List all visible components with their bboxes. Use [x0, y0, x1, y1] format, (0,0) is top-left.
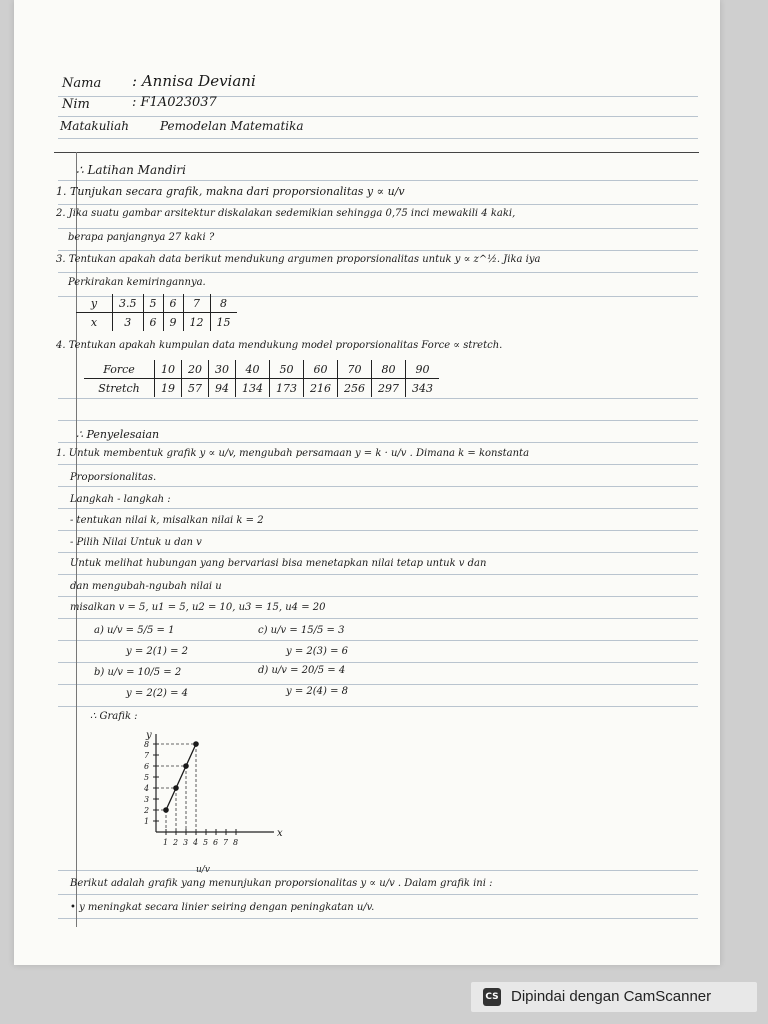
conclusion-bullet: • y meningkat secara linier seiring dengan peningkatan u/v. — [70, 902, 375, 913]
series-line — [166, 744, 196, 810]
y-tick-label: 6 — [144, 762, 150, 771]
ruled-line — [58, 420, 698, 421]
table-cell: y — [76, 294, 113, 313]
table-cell: 20 — [182, 360, 209, 379]
y-axis-label: y — [146, 730, 152, 741]
table-cell: 70 — [338, 360, 372, 379]
table-cell: 256 — [338, 379, 372, 398]
ruled-line — [58, 684, 698, 685]
x-tick-label: 6 — [213, 838, 219, 847]
x-tick-label: 1 — [163, 838, 169, 847]
nim-label: Nim — [62, 97, 90, 112]
ruled-line — [58, 640, 698, 641]
ruled-line — [58, 250, 698, 251]
table-force-stretch — [84, 360, 439, 397]
answer-line: - tentukan nilai k, misalkan nilai k = 2 — [70, 515, 264, 526]
table-cell: 90 — [406, 360, 440, 379]
conclusion-line: Berikut adalah grafik yang menunjukan proporsionalitas y ∝ u/v . Dalam grafik ini : — [70, 878, 493, 889]
table-cell: 8 — [210, 294, 237, 313]
answer-line: dan mengubah-ngubah nilai u — [70, 581, 222, 592]
ruled-line — [58, 272, 698, 273]
calc-c-result: y = 2(3) = 6 — [286, 646, 349, 657]
camscanner-text: Dipindai dengan CamScanner — [511, 988, 712, 1005]
table-cell: 5 — [143, 294, 163, 313]
scanned-paper — [14, 0, 720, 965]
ruled-line — [58, 442, 698, 443]
table-cell: 12 — [183, 313, 210, 332]
table-cell: 216 — [304, 379, 338, 398]
calc-d-result: y = 2(4) = 8 — [286, 686, 349, 697]
table-cell: 40 — [236, 360, 270, 379]
table-cell: 134 — [236, 379, 270, 398]
table-cell: Force — [84, 360, 155, 379]
data-point — [193, 741, 199, 747]
x-axis-caption: u/v — [196, 865, 210, 875]
x-tick-label: 4 — [193, 838, 199, 847]
answer-line: 1. Untuk membentuk grafik y ∝ u/v, mengubah persamaan y = k · u/v . Dimana k = konstanta — [56, 448, 530, 459]
ruled-line — [58, 138, 698, 139]
ruled-line — [58, 894, 698, 895]
table-y-x — [76, 294, 237, 331]
table-cell: 3.5 — [113, 294, 144, 313]
calc-a-ratio: a) u/v = 5/5 = 1 — [94, 625, 175, 636]
y-tick-label: 2 — [144, 806, 150, 815]
calc-c-ratio: c) u/v = 15/5 = 3 — [258, 625, 345, 636]
question-4: 4. Tentukan apakah kumpulan data mendukung model proporsionalitas Force ∝ stretch. — [56, 340, 503, 351]
table-row — [84, 360, 439, 379]
table-cell: 50 — [270, 360, 304, 379]
table-cell: 30 — [209, 360, 236, 379]
table-cell: 80 — [372, 360, 406, 379]
table-cell: 19 — [155, 379, 182, 398]
data-point — [163, 807, 169, 813]
ruled-line — [58, 398, 698, 399]
table-cell: 297 — [372, 379, 406, 398]
matkul-label: Matakuliah — [60, 119, 129, 133]
answer-line: misalkan v = 5, u1 = 5, u2 = 10, u3 = 15, u4 = 20 — [70, 602, 326, 613]
grafik-label: ∴ Grafik : — [90, 711, 138, 722]
table-cell: 57 — [182, 379, 209, 398]
table-cell: 3 — [113, 313, 144, 332]
table-cell: x — [90, 315, 98, 329]
table-cell: 94 — [209, 379, 236, 398]
ruled-line — [58, 464, 698, 465]
x-tick-label: 3 — [183, 838, 189, 847]
ruled-line — [58, 180, 698, 181]
x-tick-label: 8 — [233, 838, 239, 847]
x-tick-label: 2 — [173, 838, 179, 847]
y-tick-label: 7 — [144, 751, 150, 760]
ruled-line — [58, 508, 698, 509]
table-cell: 343 — [406, 379, 440, 398]
table-row — [76, 294, 237, 313]
x-tick-label: 5 — [203, 838, 209, 847]
ruled-line — [58, 618, 698, 619]
question-3-line2: Perkirakan kemiringannya. — [68, 277, 206, 288]
y-tick-label: 1 — [144, 817, 150, 826]
table-cell: 9 — [163, 313, 183, 332]
question-2-line2: berapa panjangnya 27 kaki ? — [68, 232, 215, 243]
answer-line: Langkah - langkah : — [70, 494, 171, 505]
table-cell: 10 — [155, 360, 182, 379]
y-tick-label: 3 — [144, 795, 150, 804]
nim-value: : F1A023037 — [132, 95, 217, 110]
calc-b-result: y = 2(2) = 4 — [126, 688, 189, 699]
ruled-line — [58, 662, 698, 663]
header-divider — [54, 152, 699, 153]
table-row — [76, 313, 237, 332]
ruled-line — [58, 530, 698, 531]
matkul-value: Pemodelan Matematika — [160, 119, 304, 133]
answer-line: Untuk melihat hubungan yang bervariasi bisa menetapkan nilai tetap untuk v dan — [70, 558, 487, 569]
proportionality-graph — [114, 722, 304, 882]
table-cell: 6 — [143, 313, 163, 332]
table-cell: 15 — [210, 313, 237, 332]
data-point — [183, 763, 189, 769]
table-cell: 173 — [270, 379, 304, 398]
table-cell: 60 — [304, 360, 338, 379]
table-cell: Stretch — [98, 381, 140, 395]
answer-line: Proporsionalitas. — [70, 472, 157, 483]
table-row — [84, 379, 439, 398]
question-3-line1: 3. Tentukan apakah data berikut mendukung argumen proporsionalitas untuk y ∝ z^½. Jika iya — [56, 254, 541, 265]
ruled-line — [58, 486, 698, 487]
calc-a-result: y = 2(1) = 2 — [126, 646, 189, 657]
nama-label: Nama — [62, 76, 102, 91]
question-2-line1: 2. Jika suatu gambar arsitektur diskalakan sedemikian sehingga 0,75 inci mewakili 4 kaki, — [56, 208, 516, 219]
calc-b-ratio: b) u/v = 10/5 = 2 — [94, 667, 182, 678]
camscanner-badge — [471, 982, 757, 1012]
ruled-line — [58, 116, 698, 117]
question-1: 1. Tunjukan secara grafik, makna dari proporsionalitas y ∝ u/v — [56, 185, 405, 198]
ruled-line — [58, 574, 698, 575]
table-cell: 6 — [163, 294, 183, 313]
ruled-line — [58, 204, 698, 205]
camscanner-logo: CS — [483, 988, 501, 1006]
calc-d-ratio: d) u/v = 20/5 = 4 — [258, 665, 346, 676]
y-tick-label: 5 — [144, 773, 150, 782]
ruled-line — [58, 552, 698, 553]
table-cell: 7 — [183, 294, 210, 313]
nama-value: : Annisa Deviani — [132, 72, 256, 90]
ruled-line — [58, 228, 698, 229]
ruled-line — [58, 596, 698, 597]
data-point — [173, 785, 179, 791]
penyelesaian-title: ∴ Penyelesaian — [76, 428, 160, 441]
latihan-title: ∴ Latihan Mandiri — [76, 163, 186, 177]
y-tick-label: 8 — [144, 740, 150, 749]
ruled-line — [58, 706, 698, 707]
x-tick-label: 7 — [223, 838, 229, 847]
y-tick-label: 4 — [144, 784, 150, 793]
x-axis-label: x — [277, 828, 283, 839]
ruled-line — [58, 918, 698, 919]
answer-line: - Pilih Nilai Untuk u dan v — [70, 537, 202, 548]
